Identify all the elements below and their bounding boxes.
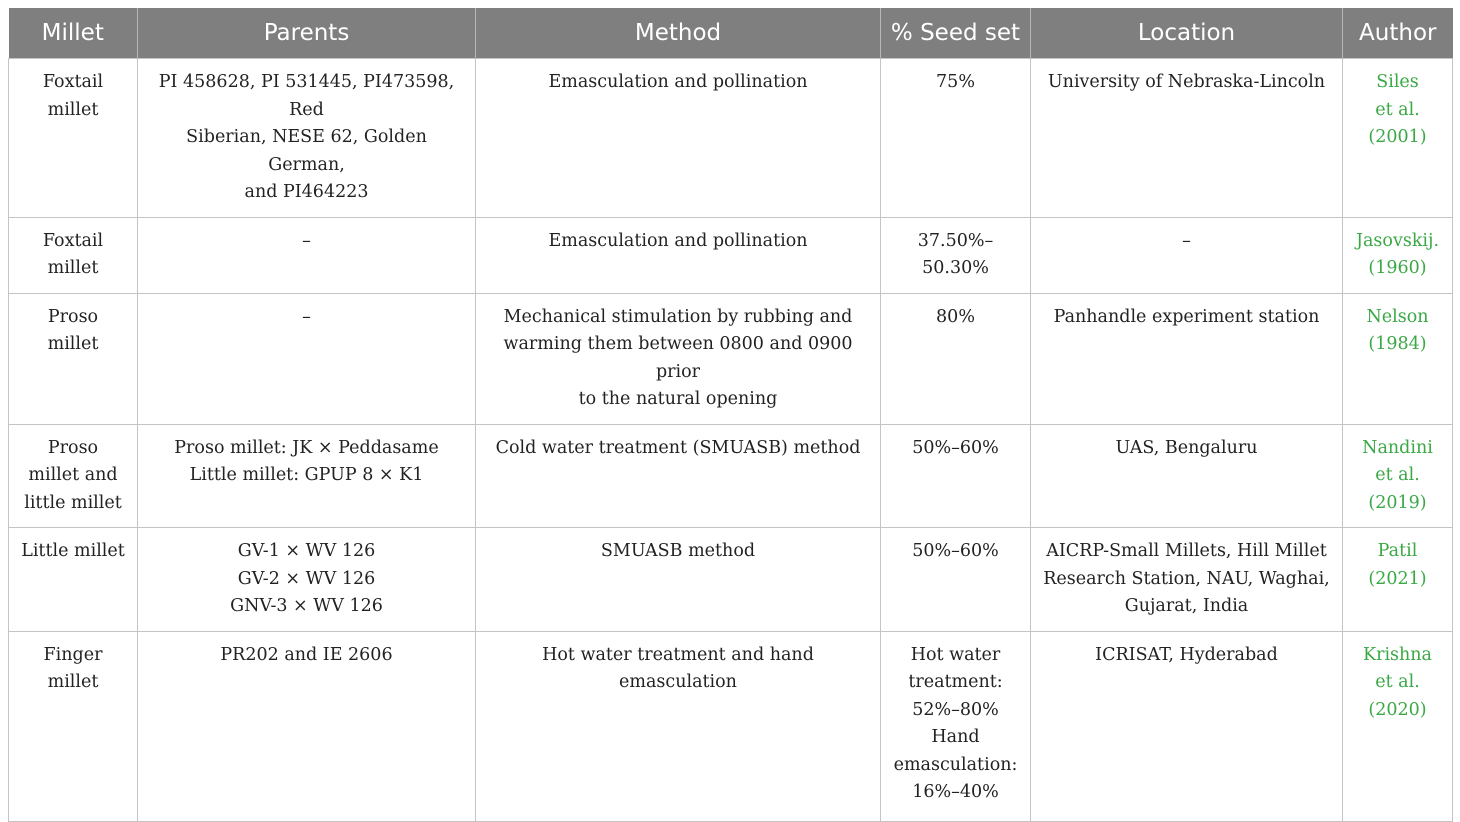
cell-millet-line: Little millet — [21, 541, 125, 561]
cell-millet-line: Foxtail — [42, 72, 104, 92]
header-author: Author — [1343, 8, 1453, 59]
cell-seed-set-line: 75% — [936, 72, 975, 92]
cell-millet-line: little millet — [24, 492, 122, 513]
cell-millet-line: millet — [47, 99, 99, 120]
cell-author-line[interactable]: Nandini — [1362, 437, 1433, 458]
cell-author[interactable] — [1343, 424, 1453, 528]
cell-author-line[interactable]: et al. — [1375, 465, 1420, 485]
cell-millet-line: millet — [47, 672, 99, 692]
cell-author[interactable] — [1343, 631, 1453, 821]
cell-method-line: SMUASB method — [600, 541, 756, 561]
cell-seed-set-line: emasculation: — [893, 754, 1018, 775]
cell-location-line: University of Nebraska-Lincoln — [1047, 72, 1326, 92]
cell-seed-set-line: 50%–60% — [912, 541, 999, 561]
cell-location-line: Research Station, NAU, Waghai, — [1043, 568, 1330, 589]
cell-seed-set-line: 80% — [936, 306, 975, 327]
cell-author-line[interactable]: et al. — [1375, 99, 1420, 120]
cell-millet — [9, 59, 138, 218]
cell-method-line: Mechanical stimulation by rubbing and — [503, 306, 853, 327]
cell-seed-set-line: 50%–60% — [912, 437, 999, 458]
cell-method-line: Emasculation and pollination — [548, 72, 808, 92]
cell-location — [1031, 217, 1343, 293]
cell-author-line[interactable]: Jasovskij. — [1355, 230, 1440, 251]
cell-author[interactable] — [1343, 59, 1453, 218]
cell-parents — [138, 293, 476, 424]
cell-location-line: UAS, Bengaluru — [1115, 437, 1258, 458]
cell-author-line[interactable]: (1984) — [1368, 334, 1427, 354]
cell-location — [1031, 631, 1343, 821]
cell-author-line[interactable]: (2019) — [1368, 492, 1427, 513]
table-row — [9, 217, 1453, 293]
header-seed-set: % Seed set — [881, 8, 1031, 59]
cell-author-line[interactable]: (1960) — [1368, 258, 1427, 278]
cell-seed-set-line: treatment: — [908, 672, 1003, 692]
header-millet: Millet — [9, 8, 138, 59]
header-location: Location — [1031, 8, 1343, 59]
cell-method — [476, 293, 881, 424]
cell-location-line: AICRP-Small Millets, Hill Millet — [1046, 541, 1327, 561]
cell-parents-line: PR202 and IE 2606 — [220, 644, 393, 665]
cell-author[interactable] — [1343, 293, 1453, 424]
cell-method-line: to the natural opening — [578, 389, 778, 409]
cell-method-line: warming them between 0800 and 0900 prior — [503, 334, 853, 382]
cell-seed-set — [881, 528, 1031, 632]
cell-author[interactable] — [1343, 217, 1453, 293]
cell-location-line: Panhandle experiment station — [1053, 306, 1320, 327]
cell-seed-set-line: 50.30% — [922, 258, 989, 278]
cell-millet-line: Proso — [47, 437, 99, 458]
cell-location — [1031, 293, 1343, 424]
table-row — [9, 293, 1453, 424]
cell-location-line: – — [1182, 230, 1191, 251]
cell-millet-line: millet — [47, 334, 99, 354]
cell-millet-line: Proso — [47, 306, 99, 327]
cell-method — [476, 59, 881, 218]
cell-millet-line: Foxtail — [42, 230, 104, 251]
cell-millet — [9, 293, 138, 424]
cell-parents-line: – — [302, 230, 311, 251]
header-method: Method — [476, 8, 881, 59]
cell-seed-set-line: Hot water — [910, 644, 1001, 665]
cell-millet — [9, 528, 138, 632]
cell-millet — [9, 424, 138, 528]
cell-location — [1031, 424, 1343, 528]
cell-parents-line: GNV-3 × WV 126 — [230, 596, 383, 616]
cell-location-line: Gujarat, India — [1124, 596, 1249, 616]
cell-author[interactable] — [1343, 528, 1453, 632]
cell-parents-line: – — [302, 306, 311, 327]
cell-author-line[interactable]: Siles — [1376, 72, 1419, 92]
cell-parents — [138, 631, 476, 821]
cell-author-line[interactable]: (2021) — [1368, 568, 1427, 589]
cell-parents-line: PI 458628, PI 531445, PI473598, Red — [158, 72, 455, 120]
table-row — [9, 631, 1453, 821]
cell-method-line: Cold water treatment (SMUASB) method — [495, 437, 861, 458]
cell-seed-set-line: 16%–40% — [912, 782, 999, 802]
cell-method — [476, 631, 881, 821]
cell-parents-line: GV-2 × WV 126 — [237, 568, 376, 589]
cell-parents-line: Proso millet: JK × Peddasame — [174, 437, 439, 458]
cell-seed-set — [881, 59, 1031, 218]
cell-millet — [9, 631, 138, 821]
table-row — [9, 59, 1453, 218]
cell-method — [476, 424, 881, 528]
cell-millet-line: millet and — [28, 465, 118, 485]
cell-parents-line: and PI464223 — [244, 182, 369, 202]
cell-parents — [138, 217, 476, 293]
cell-millet — [9, 217, 138, 293]
cell-method — [476, 217, 881, 293]
table-row — [9, 424, 1453, 528]
cell-seed-set-line: Hand — [931, 727, 980, 747]
table-body — [9, 59, 1453, 822]
cell-author-line[interactable]: et al. — [1375, 672, 1420, 692]
cell-method — [476, 528, 881, 632]
cell-seed-set — [881, 631, 1031, 821]
millet-hybridization-table — [8, 8, 1453, 822]
cell-seed-set-line: 52%–80% — [912, 699, 999, 720]
cell-parents-line: Siberian, NESE 62, Golden German, — [186, 127, 427, 175]
cell-author-line[interactable]: Patil — [1377, 541, 1418, 561]
cell-method-line: Emasculation and pollination — [548, 230, 808, 251]
header-parents: Parents — [138, 8, 476, 59]
cell-millet-line: Finger — [43, 644, 103, 665]
table-row — [9, 528, 1453, 632]
cell-seed-set-line: 37.50%– — [917, 230, 994, 251]
cell-location — [1031, 59, 1343, 218]
cell-seed-set — [881, 424, 1031, 528]
cell-seed-set — [881, 217, 1031, 293]
cell-author-line[interactable]: (2020) — [1368, 699, 1427, 720]
cell-location-line: ICRISAT, Hyderabad — [1095, 644, 1278, 665]
cell-parents-line: Little millet: GPUP 8 × K1 — [189, 465, 424, 485]
cell-author-line[interactable]: (2001) — [1368, 127, 1427, 147]
cell-location — [1031, 528, 1343, 632]
cell-author-line[interactable]: Krishna — [1363, 644, 1432, 665]
cell-parents — [138, 528, 476, 632]
cell-author-line[interactable]: Nelson — [1366, 306, 1429, 327]
cell-millet-line: millet — [47, 258, 99, 278]
cell-parents — [138, 424, 476, 528]
header-row — [9, 8, 1453, 59]
cell-method-line: Hot water treatment and hand emasculation — [542, 644, 814, 692]
cell-parents — [138, 59, 476, 218]
cell-parents-line: GV-1 × WV 126 — [237, 541, 376, 561]
cell-seed-set — [881, 293, 1031, 424]
